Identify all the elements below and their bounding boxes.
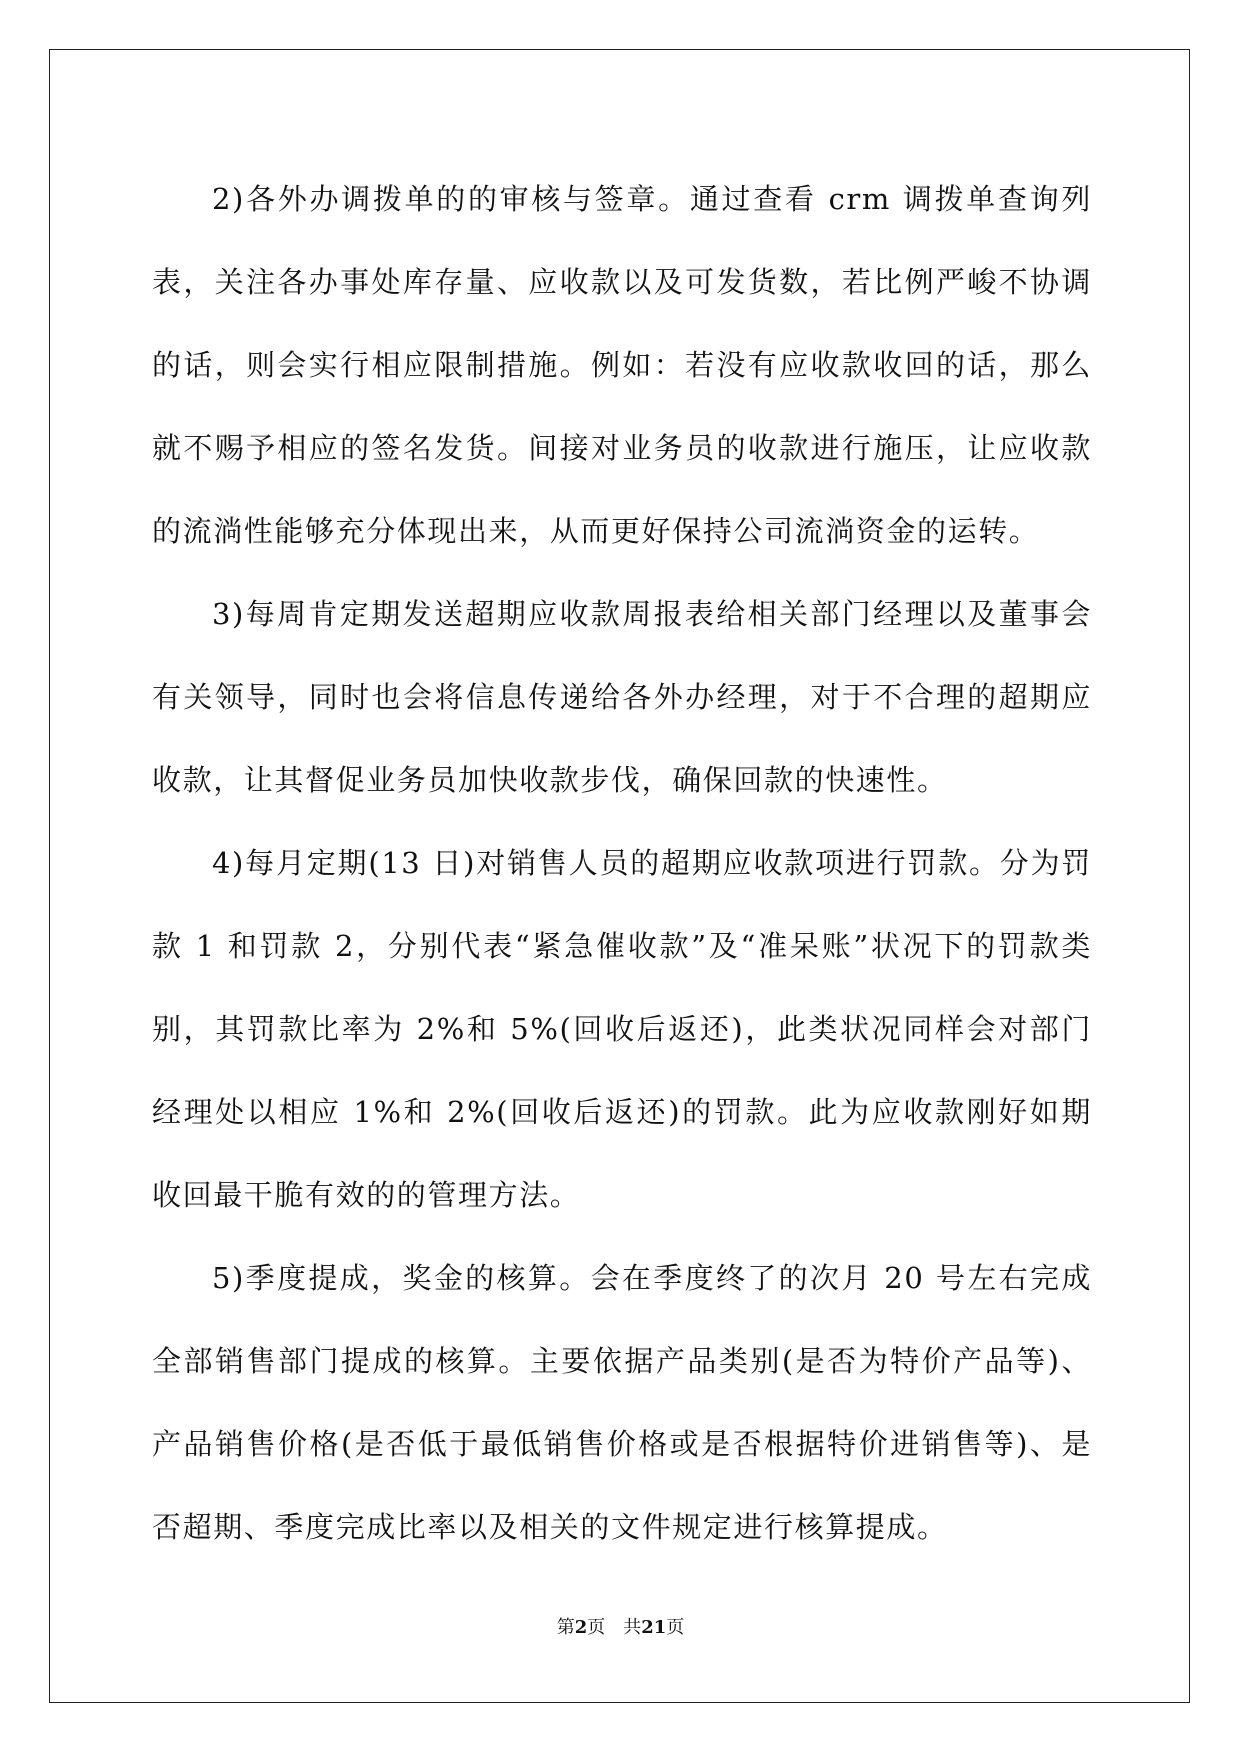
page-prefix: 第 [556,1617,575,1638]
page-number: 2 [574,1617,588,1638]
total-pages: 21 [641,1617,667,1638]
paragraph-3: 3)每周肯定期发送超期应收款周报表给相关部门经理以及董事会有关领导，同时也会将信息传递给各外办经理，对于不合理的超期应收款，让其督促业务员加快收款步伐，确保回款的快速性。 [152,597,1092,797]
document-body [152,158,1092,1569]
paragraph-4: 4)每月定期(13 日)对销售人员的超期应收款项进行罚款。分为罚款 1 和罚款 2，分别代表“紧急催收款”及“准呆账”状况下的罚款类别，其罚款比率为 2%和 5%(回收后返还)，此类状况同样会对部门经理处以相应 1%和 2%(回收后返还)的罚款。此为应收款刚好如期收回最干脆有效的的管理方法。 [152,846,1092,1212]
total-prefix: 共 [623,1617,642,1638]
page-footer [0,1616,1241,1640]
paragraph-5: 5)季度提成，奖金的核算。会在季度终了的次月 20 号左右完成全部销售部门提成的核算。主要依据产品类别(是否为特价产品等)、产品销售价格(是否低于最低销售价格或是否根据特价进销售等)、是否超期、季度完成比率以及相关的文件规定进行核算提成。 [152,1261,1092,1544]
page-suffix: 页 [587,1617,606,1638]
paragraph-2: 2)各外办调拨单的的审核与签章。通过查看 crm 调拨单查询列表，关注各办事处库存量、应收款以及可发货数，若比例严峻不协调的话，则会实行相应限制措施。例如：若没有应收款收回的话，那么就不赐予相应的签名发货。间接对业务员的收款进行施压，让应收款的流淌性能够充分体现出来，从而更好保持公司流淌资金的运转。 [152,182,1092,548]
total-suffix: 页 [666,1617,685,1638]
